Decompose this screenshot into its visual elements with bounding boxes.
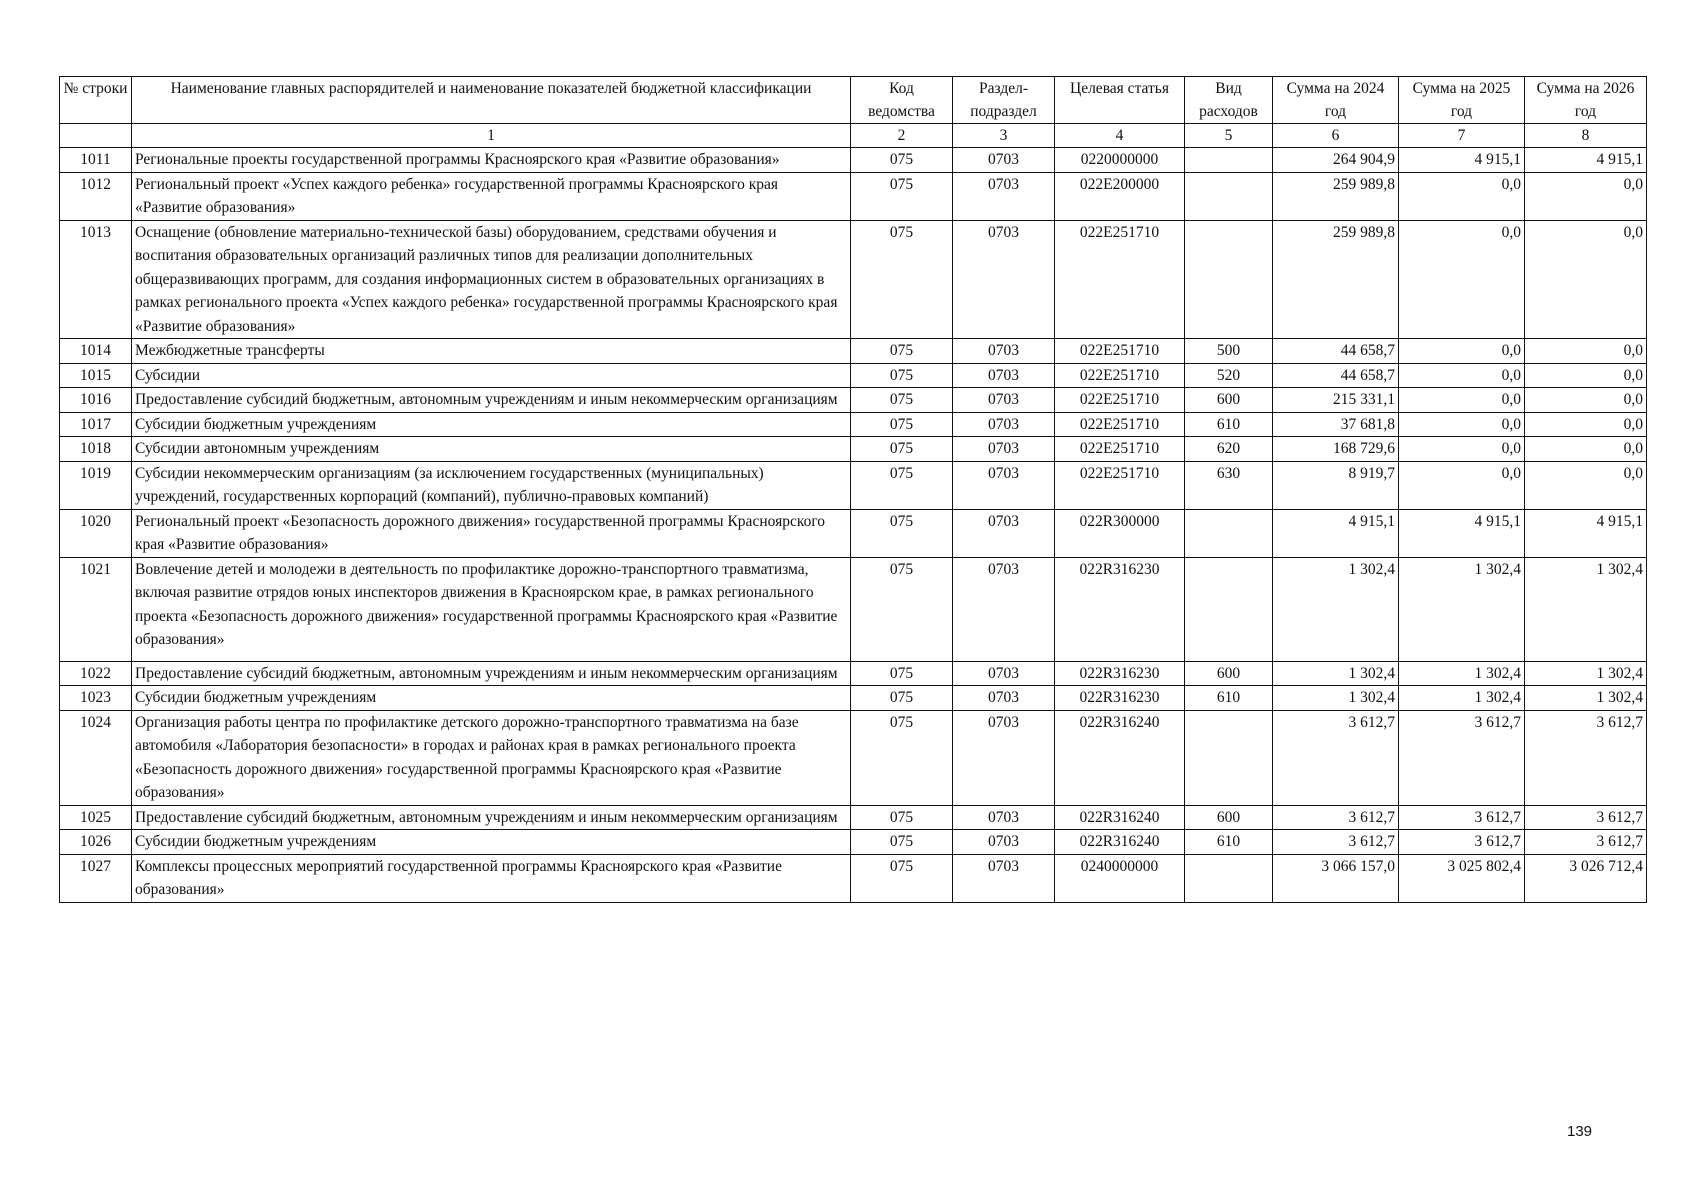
column-number: 2	[851, 124, 953, 148]
row-kind: 610	[1185, 830, 1273, 855]
table-row	[60, 557, 1647, 661]
row-name: Организация работы центра по профилактике детского дорожно-транспортного травматизма на базе автомобиля «Лаборатория безопасности» в городах и районах края в рамках регионального проекта «Безопасность дорожного движения» государственной программы Красноярского края «Развитие образования»	[132, 710, 851, 805]
row-sum-2024: 215 331,1	[1273, 388, 1399, 413]
row-sum-2026: 0,0	[1525, 172, 1647, 220]
row-section: 0703	[953, 148, 1055, 173]
header-name: Наименование главных распорядителей и наименование показателей бюджетной классификации	[132, 77, 851, 124]
row-section: 0703	[953, 339, 1055, 364]
row-sum-2025: 0,0	[1399, 412, 1525, 437]
row-kind	[1185, 148, 1273, 173]
row-sum-2025: 3 025 802,4	[1399, 854, 1525, 902]
row-target: 022E251710	[1055, 437, 1185, 462]
row-target: 0220000000	[1055, 148, 1185, 173]
row-number: 1024	[60, 710, 132, 805]
row-sum-2026: 1 302,4	[1525, 557, 1647, 661]
row-kind: 500	[1185, 339, 1273, 364]
row-sum-2025: 0,0	[1399, 437, 1525, 462]
row-name: Субсидии бюджетным учреждениям	[132, 830, 851, 855]
row-sum-2026: 4 915,1	[1525, 148, 1647, 173]
row-target: 022R316240	[1055, 805, 1185, 830]
row-name: Субсидии некоммерческим организациям (за исключением государственных (муниципальных) учреждений, государственных корпораций (компаний), публично-правовых компаний)	[132, 461, 851, 509]
row-sum-2025: 4 915,1	[1399, 148, 1525, 173]
row-section: 0703	[953, 509, 1055, 557]
header-kind: Вид расходов	[1185, 77, 1273, 124]
row-number: 1026	[60, 830, 132, 855]
row-name: Региональные проекты государственной программы Красноярского края «Развитие образования»	[132, 148, 851, 173]
row-sum-2024: 168 729,6	[1273, 437, 1399, 462]
row-sum-2026: 3 026 712,4	[1525, 854, 1647, 902]
row-sum-2026: 3 612,7	[1525, 710, 1647, 805]
row-kind	[1185, 509, 1273, 557]
row-number: 1015	[60, 363, 132, 388]
table-row	[60, 509, 1647, 557]
row-target: 022E251710	[1055, 363, 1185, 388]
row-sum-2024: 259 989,8	[1273, 172, 1399, 220]
row-target: 022E251710	[1055, 339, 1185, 364]
row-name: Предоставление субсидий бюджетным, автономным учреждениям и иным некоммерческим организациям	[132, 388, 851, 413]
header-section: Раздел-подраздел	[953, 77, 1055, 124]
row-kind: 610	[1185, 412, 1273, 437]
row-kind: 630	[1185, 461, 1273, 509]
table-row	[60, 830, 1647, 855]
row-sum-2024: 37 681,8	[1273, 412, 1399, 437]
header-num: № строки	[60, 77, 132, 124]
row-name: Предоставление субсидий бюджетным, автономным учреждениям и иным некоммерческим организациям	[132, 661, 851, 686]
row-number: 1021	[60, 557, 132, 661]
row-sum-2025: 1 302,4	[1399, 661, 1525, 686]
row-sum-2026: 3 612,7	[1525, 830, 1647, 855]
row-target: 0240000000	[1055, 854, 1185, 902]
row-sum-2026: 0,0	[1525, 363, 1647, 388]
row-sum-2025: 0,0	[1399, 388, 1525, 413]
row-kind: 620	[1185, 437, 1273, 462]
row-dept-code: 075	[851, 686, 953, 711]
row-section: 0703	[953, 220, 1055, 339]
row-section: 0703	[953, 710, 1055, 805]
column-number-row	[60, 124, 1647, 148]
row-section: 0703	[953, 661, 1055, 686]
table-row	[60, 461, 1647, 509]
row-dept-code: 075	[851, 148, 953, 173]
row-dept-code: 075	[851, 220, 953, 339]
row-kind: 520	[1185, 363, 1273, 388]
row-dept-code: 075	[851, 509, 953, 557]
table-row	[60, 805, 1647, 830]
table-row	[60, 148, 1647, 173]
column-number: 1	[132, 124, 851, 148]
row-dept-code: 075	[851, 557, 953, 661]
row-section: 0703	[953, 363, 1055, 388]
row-number: 1023	[60, 686, 132, 711]
row-section: 0703	[953, 830, 1055, 855]
row-number: 1017	[60, 412, 132, 437]
row-sum-2025: 3 612,7	[1399, 805, 1525, 830]
row-section: 0703	[953, 412, 1055, 437]
row-sum-2026: 0,0	[1525, 461, 1647, 509]
row-sum-2026: 4 915,1	[1525, 509, 1647, 557]
table-row	[60, 412, 1647, 437]
row-dept-code: 075	[851, 830, 953, 855]
row-kind	[1185, 220, 1273, 339]
row-kind	[1185, 710, 1273, 805]
row-name: Межбюджетные трансферты	[132, 339, 851, 364]
row-dept-code: 075	[851, 412, 953, 437]
table-row	[60, 437, 1647, 462]
table-row	[60, 661, 1647, 686]
table-row	[60, 854, 1647, 902]
row-sum-2024: 4 915,1	[1273, 509, 1399, 557]
row-name: Комплексы процессных мероприятий государственной программы Красноярского края «Развитие образования»	[132, 854, 851, 902]
row-sum-2025: 0,0	[1399, 220, 1525, 339]
row-target: 022R316240	[1055, 830, 1185, 855]
row-sum-2024: 44 658,7	[1273, 339, 1399, 364]
row-dept-code: 075	[851, 710, 953, 805]
row-sum-2026: 0,0	[1525, 412, 1647, 437]
row-dept-code: 075	[851, 339, 953, 364]
table-body	[60, 148, 1647, 903]
row-sum-2025: 0,0	[1399, 363, 1525, 388]
row-number: 1020	[60, 509, 132, 557]
row-kind: 600	[1185, 661, 1273, 686]
row-number: 1011	[60, 148, 132, 173]
row-target: 022E251710	[1055, 388, 1185, 413]
row-sum-2025: 3 612,7	[1399, 830, 1525, 855]
row-section: 0703	[953, 388, 1055, 413]
row-sum-2025: 1 302,4	[1399, 686, 1525, 711]
row-number: 1014	[60, 339, 132, 364]
row-dept-code: 075	[851, 461, 953, 509]
header-sum-2024: Сумма на 2024 год	[1273, 77, 1399, 124]
row-sum-2024: 3 612,7	[1273, 805, 1399, 830]
row-target: 022R316230	[1055, 661, 1185, 686]
row-kind: 610	[1185, 686, 1273, 711]
row-target: 022E200000	[1055, 172, 1185, 220]
table-row	[60, 339, 1647, 364]
row-section: 0703	[953, 854, 1055, 902]
row-target: 022R316230	[1055, 557, 1185, 661]
table-row	[60, 220, 1647, 339]
row-sum-2025: 1 302,4	[1399, 557, 1525, 661]
header-row	[60, 77, 1647, 124]
row-sum-2024: 44 658,7	[1273, 363, 1399, 388]
row-target: 022E251710	[1055, 220, 1185, 339]
row-number: 1022	[60, 661, 132, 686]
row-kind	[1185, 854, 1273, 902]
row-sum-2025: 0,0	[1399, 172, 1525, 220]
row-section: 0703	[953, 172, 1055, 220]
column-number: 6	[1273, 124, 1399, 148]
row-number: 1025	[60, 805, 132, 830]
row-dept-code: 075	[851, 661, 953, 686]
header-sum-2025: Сумма на 2025 год	[1399, 77, 1525, 124]
row-section: 0703	[953, 437, 1055, 462]
column-number: 4	[1055, 124, 1185, 148]
row-number: 1019	[60, 461, 132, 509]
row-sum-2024: 259 989,8	[1273, 220, 1399, 339]
column-number: 3	[953, 124, 1055, 148]
row-sum-2025: 4 915,1	[1399, 509, 1525, 557]
row-name: Региональный проект «Безопасность дорожного движения» государственной программы Красноярского края «Развитие образования»	[132, 509, 851, 557]
row-name: Субсидии	[132, 363, 851, 388]
row-target: 022E251710	[1055, 461, 1185, 509]
row-sum-2025: 0,0	[1399, 339, 1525, 364]
row-name: Субсидии бюджетным учреждениям	[132, 412, 851, 437]
row-target: 022E251710	[1055, 412, 1185, 437]
row-dept-code: 075	[851, 172, 953, 220]
header-dept: Код ведомства	[851, 77, 953, 124]
row-section: 0703	[953, 686, 1055, 711]
row-sum-2024: 8 919,7	[1273, 461, 1399, 509]
row-name: Вовлечение детей и молодежи в деятельность по профилактике дорожно-транспортного травматизма, включая развитие отрядов юных инспекторов движения в Красноярском крае, в рамках регионального проекта «Безопасность дорожного движения» государственной программы Красноярского края «Развитие образования»	[132, 557, 851, 661]
table-row	[60, 388, 1647, 413]
header-sum-2026: Сумма на 2026 год	[1525, 77, 1647, 124]
row-sum-2024: 3 612,7	[1273, 710, 1399, 805]
row-sum-2026: 0,0	[1525, 388, 1647, 413]
row-name: Субсидии бюджетным учреждениям	[132, 686, 851, 711]
row-dept-code: 075	[851, 437, 953, 462]
row-kind	[1185, 172, 1273, 220]
row-sum-2024: 3 066 157,0	[1273, 854, 1399, 902]
row-sum-2026: 0,0	[1525, 220, 1647, 339]
row-sum-2024: 3 612,7	[1273, 830, 1399, 855]
row-name: Субсидии автономным учреждениям	[132, 437, 851, 462]
row-section: 0703	[953, 805, 1055, 830]
row-name: Предоставление субсидий бюджетным, автономным учреждениям и иным некоммерческим организациям	[132, 805, 851, 830]
row-dept-code: 075	[851, 854, 953, 902]
row-sum-2026: 0,0	[1525, 437, 1647, 462]
page-number: 139	[1567, 1123, 1593, 1140]
row-name: Региональный проект «Успех каждого ребенка» государственной программы Красноярского края «Развитие образования»	[132, 172, 851, 220]
row-section: 0703	[953, 461, 1055, 509]
row-kind	[1185, 557, 1273, 661]
row-number: 1016	[60, 388, 132, 413]
row-sum-2024: 1 302,4	[1273, 686, 1399, 711]
row-name: Оснащение (обновление материально-технической базы) оборудованием, средствами обучения и воспитания образовательных организаций различных типов для реализации дополнительных общеразвивающих программ, для создания информационных систем в образовательных организациях в рамках регионального проекта «Успех каждого ребенка» государственной программы Красноярского края «Развитие образования»	[132, 220, 851, 339]
table-row	[60, 710, 1647, 805]
row-number: 1012	[60, 172, 132, 220]
row-sum-2025: 3 612,7	[1399, 710, 1525, 805]
row-dept-code: 075	[851, 388, 953, 413]
column-number: 5	[1185, 124, 1273, 148]
row-number: 1013	[60, 220, 132, 339]
row-target: 022R316240	[1055, 710, 1185, 805]
row-sum-2024: 1 302,4	[1273, 661, 1399, 686]
header-target: Целевая статья	[1055, 77, 1185, 124]
row-sum-2025: 0,0	[1399, 461, 1525, 509]
table-row	[60, 363, 1647, 388]
row-sum-2026: 0,0	[1525, 339, 1647, 364]
budget-table	[59, 76, 1647, 903]
column-number: 8	[1525, 124, 1647, 148]
row-sum-2024: 1 302,4	[1273, 557, 1399, 661]
row-number: 1018	[60, 437, 132, 462]
row-target: 022R300000	[1055, 509, 1185, 557]
row-kind: 600	[1185, 388, 1273, 413]
row-sum-2026: 1 302,4	[1525, 661, 1647, 686]
row-dept-code: 075	[851, 805, 953, 830]
row-kind: 600	[1185, 805, 1273, 830]
row-sum-2026: 1 302,4	[1525, 686, 1647, 711]
table-row	[60, 686, 1647, 711]
column-number: 7	[1399, 124, 1525, 148]
column-number-blank	[60, 124, 132, 148]
row-number: 1027	[60, 854, 132, 902]
row-sum-2024: 264 904,9	[1273, 148, 1399, 173]
row-target: 022R316230	[1055, 686, 1185, 711]
row-sum-2026: 3 612,7	[1525, 805, 1647, 830]
table-row	[60, 172, 1647, 220]
row-section: 0703	[953, 557, 1055, 661]
row-dept-code: 075	[851, 363, 953, 388]
